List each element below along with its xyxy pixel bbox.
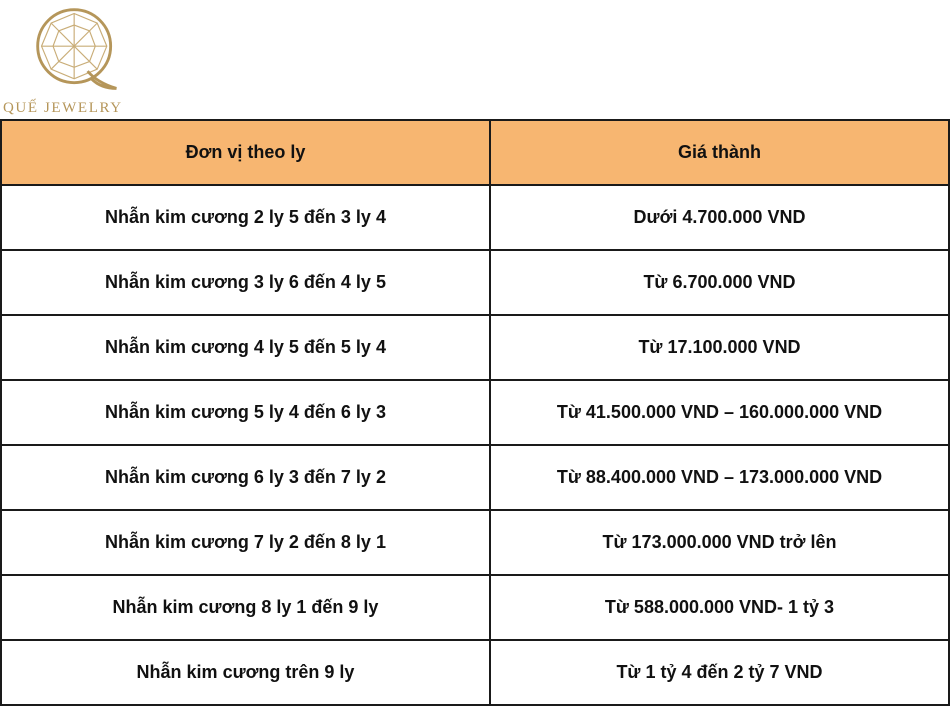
cell-unit: Nhẫn kim cương 3 ly 6 đến 4 ly 5 xyxy=(1,250,490,315)
cell-price: Từ 6.700.000 VND xyxy=(490,250,949,315)
price-table xyxy=(0,119,950,706)
cell-unit: Nhẫn kim cương 2 ly 5 đến 3 ly 4 xyxy=(1,185,490,250)
header-price: Giá thành xyxy=(490,120,949,185)
cell-price: Dưới 4.700.000 VND xyxy=(490,185,949,250)
header-unit: Đơn vị theo ly xyxy=(1,120,490,185)
cell-price: Từ 173.000.000 VND trở lên xyxy=(490,510,949,575)
diamond-q-logo-icon xyxy=(30,2,126,98)
table-row xyxy=(1,575,949,640)
table-row xyxy=(1,445,949,510)
cell-unit: Nhẫn kim cương 8 ly 1 đến 9 ly xyxy=(1,575,490,640)
table-row xyxy=(1,640,949,705)
table-row xyxy=(1,315,949,380)
cell-price: Từ 88.400.000 VND – 173.000.000 VND xyxy=(490,445,949,510)
cell-price: Từ 1 tỷ 4 đến 2 tỷ 7 VND xyxy=(490,640,949,705)
cell-unit: Nhẫn kim cương 5 ly 4 đến 6 ly 3 xyxy=(1,380,490,445)
table-row xyxy=(1,510,949,575)
cell-unit: Nhẫn kim cương trên 9 ly xyxy=(1,640,490,705)
cell-unit: Nhẫn kim cương 7 ly 2 đến 8 ly 1 xyxy=(1,510,490,575)
cell-unit: Nhẫn kim cương 4 ly 5 đến 5 ly 4 xyxy=(1,315,490,380)
cell-unit: Nhẫn kim cương 6 ly 3 đến 7 ly 2 xyxy=(1,445,490,510)
cell-price: Từ 17.100.000 VND xyxy=(490,315,949,380)
cell-price: Từ 588.000.000 VND- 1 tỷ 3 xyxy=(490,575,949,640)
table-row xyxy=(1,185,949,250)
brand-name: QUẾ JEWELRY xyxy=(3,100,123,116)
table-row xyxy=(1,380,949,445)
cell-price: Từ 41.500.000 VND – 160.000.000 VND xyxy=(490,380,949,445)
brand-logo xyxy=(0,0,160,120)
table-row xyxy=(1,250,949,315)
table-header-row xyxy=(1,120,949,185)
